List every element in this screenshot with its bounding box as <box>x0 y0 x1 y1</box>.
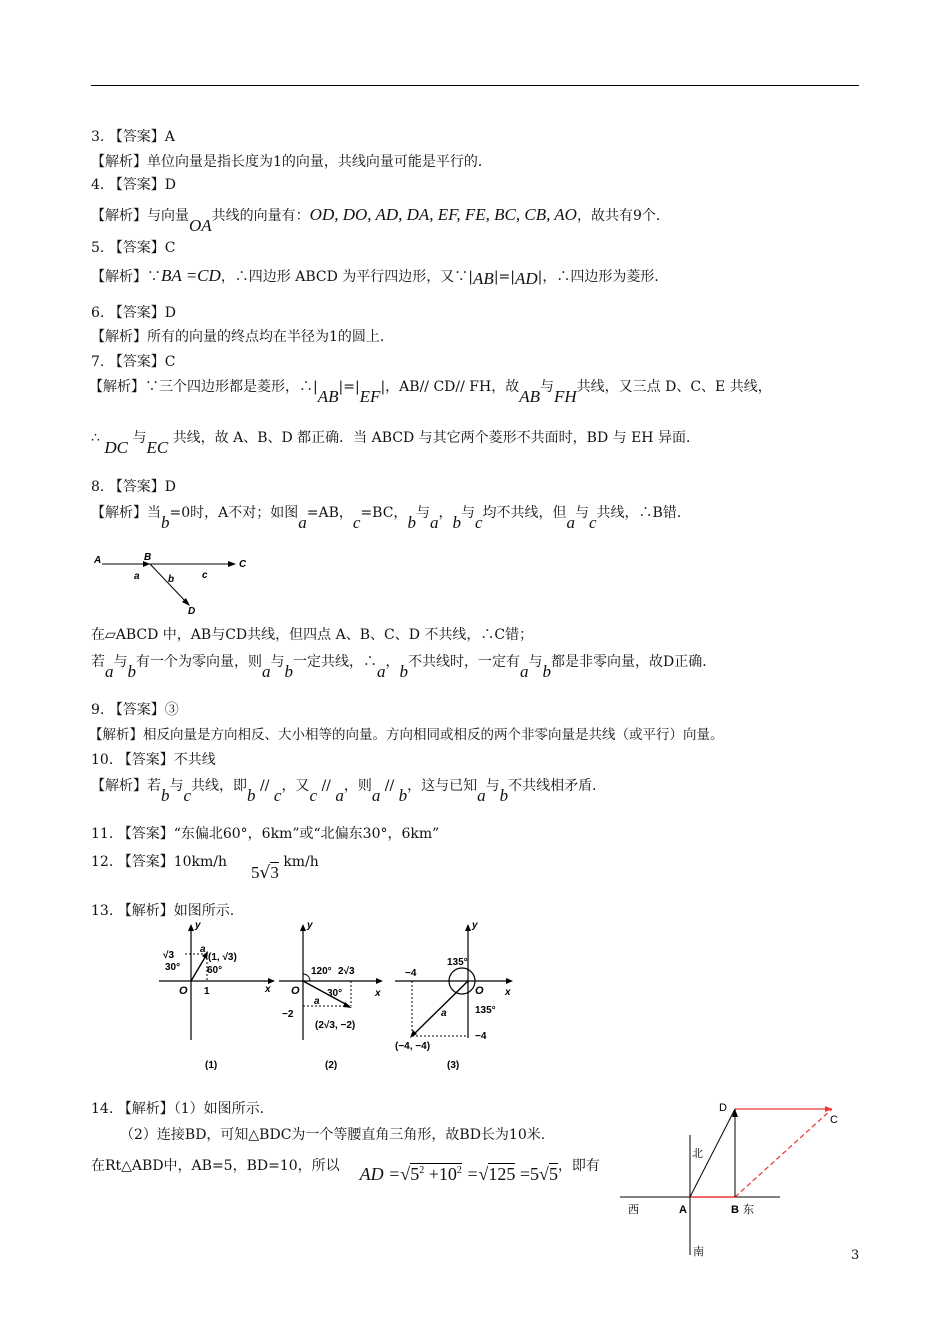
q6-answer: 6. 【答案】D <box>91 305 177 321</box>
label: 135° <box>447 957 468 968</box>
term: 5 <box>410 1164 420 1184</box>
q4-analysis <box>91 205 670 235</box>
label-d: D <box>719 1102 727 1114</box>
text: 与 <box>415 505 430 521</box>
q14-equation: AD $=√5^2 +10^2 =√125 =5√5$ <box>359 1164 558 1184</box>
label-d-point: D <box>188 606 196 617</box>
text: =0时，A不对；如图 <box>169 505 299 521</box>
label-vec-a: a <box>134 571 140 582</box>
text: =AB， <box>306 505 353 521</box>
q13-figure-3 <box>395 920 513 1071</box>
label: a <box>314 996 320 1007</box>
label-c-point: C <box>239 559 247 570</box>
text: ，即有 <box>557 1158 600 1174</box>
text: 【解析】若 <box>91 778 161 794</box>
text: // <box>384 778 395 794</box>
equals: =5 <box>515 1164 540 1184</box>
caption: (3) <box>447 1060 460 1071</box>
term: +10 <box>424 1164 457 1184</box>
caption: (1) <box>205 1060 218 1071</box>
vector-oa: OA <box>189 216 212 235</box>
vector-b: b <box>161 513 170 532</box>
q4-answer: 4. 【答案】D <box>91 177 177 193</box>
text: 【解析】∵ <box>91 269 161 285</box>
header-rule <box>91 85 859 86</box>
vector-b: b <box>399 662 408 681</box>
vector-b: b <box>542 662 551 681</box>
vector-ef: EF <box>359 387 381 406</box>
vector-c: c <box>309 786 317 805</box>
vector-fh: FH <box>553 387 577 406</box>
label-vec-b: b <box>168 574 175 585</box>
text: ， <box>385 654 400 670</box>
equals: = <box>461 1164 479 1184</box>
q8-analysis-line1 <box>91 503 691 532</box>
text: 不共线相矛盾． <box>508 778 607 794</box>
text: 共线，即 <box>191 778 248 794</box>
q6-analysis: 【解析】所有的向量的终点均在半径为1的圆上． <box>91 329 394 345</box>
vector-ad: AD <box>514 269 538 288</box>
unit: km/h <box>283 854 319 870</box>
label: y <box>307 920 313 931</box>
q8-figure <box>88 548 258 618</box>
text: 12. 【答案】10km/h <box>91 854 228 870</box>
q14-figure <box>620 1095 850 1265</box>
label: 30° <box>327 988 343 999</box>
label-east: 东 <box>743 1204 754 1216</box>
text: ， <box>438 505 453 521</box>
text: ，又 <box>281 778 310 794</box>
vector-b: b <box>407 513 416 532</box>
text: 与 <box>270 654 285 670</box>
label: −4 <box>405 968 417 979</box>
vector-b: b <box>127 662 136 681</box>
vector-a: a <box>335 786 344 805</box>
text: 一定共线，∴ <box>293 654 377 670</box>
q14-line2: （2）连接BD，可知△BDC为一个等腰直角三角形，故BD长为10米. <box>120 1127 546 1143</box>
vector-b: b <box>161 786 170 805</box>
vector-a: a <box>105 662 114 681</box>
label: 30° <box>165 962 181 973</box>
exponent: 2 <box>456 1165 462 1176</box>
label: (2√3, −2) <box>315 1020 356 1031</box>
vector-b: b <box>247 786 256 805</box>
text: 不共线时，一定有 <box>408 654 520 670</box>
vector-c: c <box>474 513 483 532</box>
label: √3 <box>163 950 175 961</box>
label: O <box>291 985 300 997</box>
label: y <box>195 920 201 931</box>
vector-dc: DC <box>104 438 128 457</box>
text: 【解析】与向量 <box>91 208 189 224</box>
vector-list: OD, DO, AD, DA, EF, FE, BC, CB, AO <box>309 205 577 224</box>
vector-a: a <box>262 662 271 681</box>
text: 若 <box>91 654 105 670</box>
text: 与 <box>460 505 475 521</box>
label: O <box>475 985 484 997</box>
vector-b: b <box>398 786 408 805</box>
radicand: 5 <box>548 1164 558 1184</box>
q3-analysis: 【解析】单位向量是指长度为1的向量，共线向量可能是平行的． <box>91 154 492 170</box>
label-a: A <box>679 1204 687 1216</box>
label: −4 <box>475 1031 487 1042</box>
vector-b: b <box>499 786 509 805</box>
vector-c: c <box>273 786 282 805</box>
page-number: 3 <box>851 1248 860 1263</box>
label: 2√3 <box>338 966 355 977</box>
text: 与 <box>574 505 589 521</box>
vector-a: a <box>298 513 307 532</box>
text: ，∴四边形 ABCD 为平行四边形，又∵| <box>220 269 474 285</box>
label-north: 北 <box>692 1148 703 1160</box>
vector-c: c <box>588 513 597 532</box>
lhs: AD = <box>359 1164 401 1184</box>
text: 与 <box>169 778 184 794</box>
text: ∴ <box>91 430 100 446</box>
arrow-head <box>228 561 236 567</box>
vector-a: a <box>477 786 486 805</box>
q9-answer: 9. 【答案】③ <box>91 702 179 718</box>
text: 共线，又三点 D、C、E 共线， <box>576 379 772 395</box>
text: 共线，∴B错． <box>596 505 691 521</box>
q7-analysis-line1 <box>89 377 772 406</box>
caption: (2) <box>325 1060 338 1071</box>
text: 都是非零向量，故D正确． <box>551 654 717 670</box>
text: 共线的向量有： <box>211 208 310 224</box>
label: 135° <box>475 1005 496 1016</box>
vector-b: b <box>452 513 461 532</box>
label: O <box>179 985 188 997</box>
text: 共线，故 A、B、D 都正确．当 ABCD 与其它两个菱形不共面时，BD 与 EH 异面． <box>172 430 700 446</box>
text: 与 <box>113 654 128 670</box>
q12-answer: 12. 【答案】10km/h5√3 km/h <box>91 854 319 883</box>
text: ，故共有9个． <box>576 208 670 224</box>
label-b: B <box>731 1204 739 1216</box>
q14-label: 14. 【解析】（1）如图所示. <box>91 1101 265 1117</box>
label-c: C <box>830 1114 838 1126</box>
text: |，∴四边形为菱形． <box>537 269 669 285</box>
q11-answer: 11. 【答案】“东偏北60°，6km”或“北偏东30°，6km” <box>91 826 440 842</box>
q14-line3 <box>91 1152 600 1184</box>
q3-answer: 3. 【答案】A <box>91 129 175 145</box>
text: 【解析】∵三个四边形都是菱形，∴| <box>89 379 318 395</box>
q10-answer: 10. 【答案】不共线 <box>91 752 216 768</box>
q7-answer: 7. 【答案】C <box>91 354 176 370</box>
text: |=| <box>493 269 515 285</box>
text: =BC， <box>360 505 408 521</box>
exponent: 2 <box>419 1165 425 1176</box>
q13-figures <box>155 918 525 1078</box>
q5-answer: 5. 【答案】C <box>91 240 176 256</box>
vector-a: a <box>429 513 439 532</box>
label-vec-c: c <box>202 570 208 581</box>
text: 与 <box>539 379 554 395</box>
vector-ec: EC <box>146 438 169 457</box>
label-south: 南 <box>693 1246 704 1258</box>
label: x <box>505 987 511 998</box>
vector-c: c <box>183 786 192 805</box>
text: // <box>260 778 270 794</box>
label: (−4, −4) <box>395 1041 431 1052</box>
q5-analysis <box>91 267 668 286</box>
text: 均不共线，但 <box>482 505 567 521</box>
label: x <box>265 984 271 995</box>
vector-a: a <box>371 786 381 805</box>
vector-a: a <box>520 662 529 681</box>
q13-label: 13. 【解析】如图所示. <box>91 903 235 919</box>
equation: BA =CD <box>161 266 221 285</box>
vector-ab: AB <box>473 269 494 288</box>
text: ，则 <box>343 778 372 794</box>
q13-figure-1 <box>159 920 275 1071</box>
radicand: 125 <box>488 1164 516 1184</box>
vector-c: c <box>352 513 361 532</box>
q10-analysis <box>91 776 607 805</box>
vector-b: b <box>284 662 293 681</box>
vector-a: a <box>377 662 386 681</box>
label: 1 <box>204 986 210 997</box>
q13-figure-2 <box>279 920 383 1071</box>
label: x <box>375 988 381 999</box>
label: (1, √3) <box>208 952 237 963</box>
text: |，AB// CD// FH，故 <box>380 379 520 395</box>
q8-answer: 8. 【答案】D <box>91 479 177 495</box>
vector-a: a <box>566 513 575 532</box>
q7-analysis-line2 <box>91 428 700 457</box>
label: 120° <box>311 966 332 977</box>
label: a <box>441 1008 447 1019</box>
label-west: 西 <box>628 1204 639 1216</box>
label: −2 <box>282 1009 294 1020</box>
vector-ab: AB <box>317 387 339 406</box>
text: 在Rt△ABD中，AB=5，BD=10，所以 <box>91 1158 340 1174</box>
text: 有一个为零向量，则 <box>136 654 262 670</box>
label-a-point: A <box>94 555 102 566</box>
label: a <box>200 944 206 955</box>
radicand: 3 <box>270 863 279 882</box>
label: y <box>472 920 478 931</box>
coefficient: 5 <box>251 863 260 882</box>
vector-ab: AB <box>519 387 540 406</box>
text: 与 <box>528 654 543 670</box>
label-b-point: B <box>144 552 152 563</box>
text: 【解析】当 <box>91 505 161 521</box>
text: ，这与已知 <box>407 778 478 794</box>
label: 60° <box>207 965 223 976</box>
text: 与 <box>485 778 500 794</box>
q8-analysis-line2: 在▱ABCD 中，AB与CD共线，但四点 A、B、C、D 不共线，∴C错； <box>91 627 534 643</box>
q9-analysis: 【解析】相反向量是方向相反、大小相等的向量。方向相同或相反的两个非零向量是共线（或平行）向量。 <box>89 727 724 743</box>
text: 与 <box>132 430 147 446</box>
text: // <box>321 778 331 794</box>
text: |=| <box>338 379 360 395</box>
q8-analysis-line3 <box>91 652 717 681</box>
